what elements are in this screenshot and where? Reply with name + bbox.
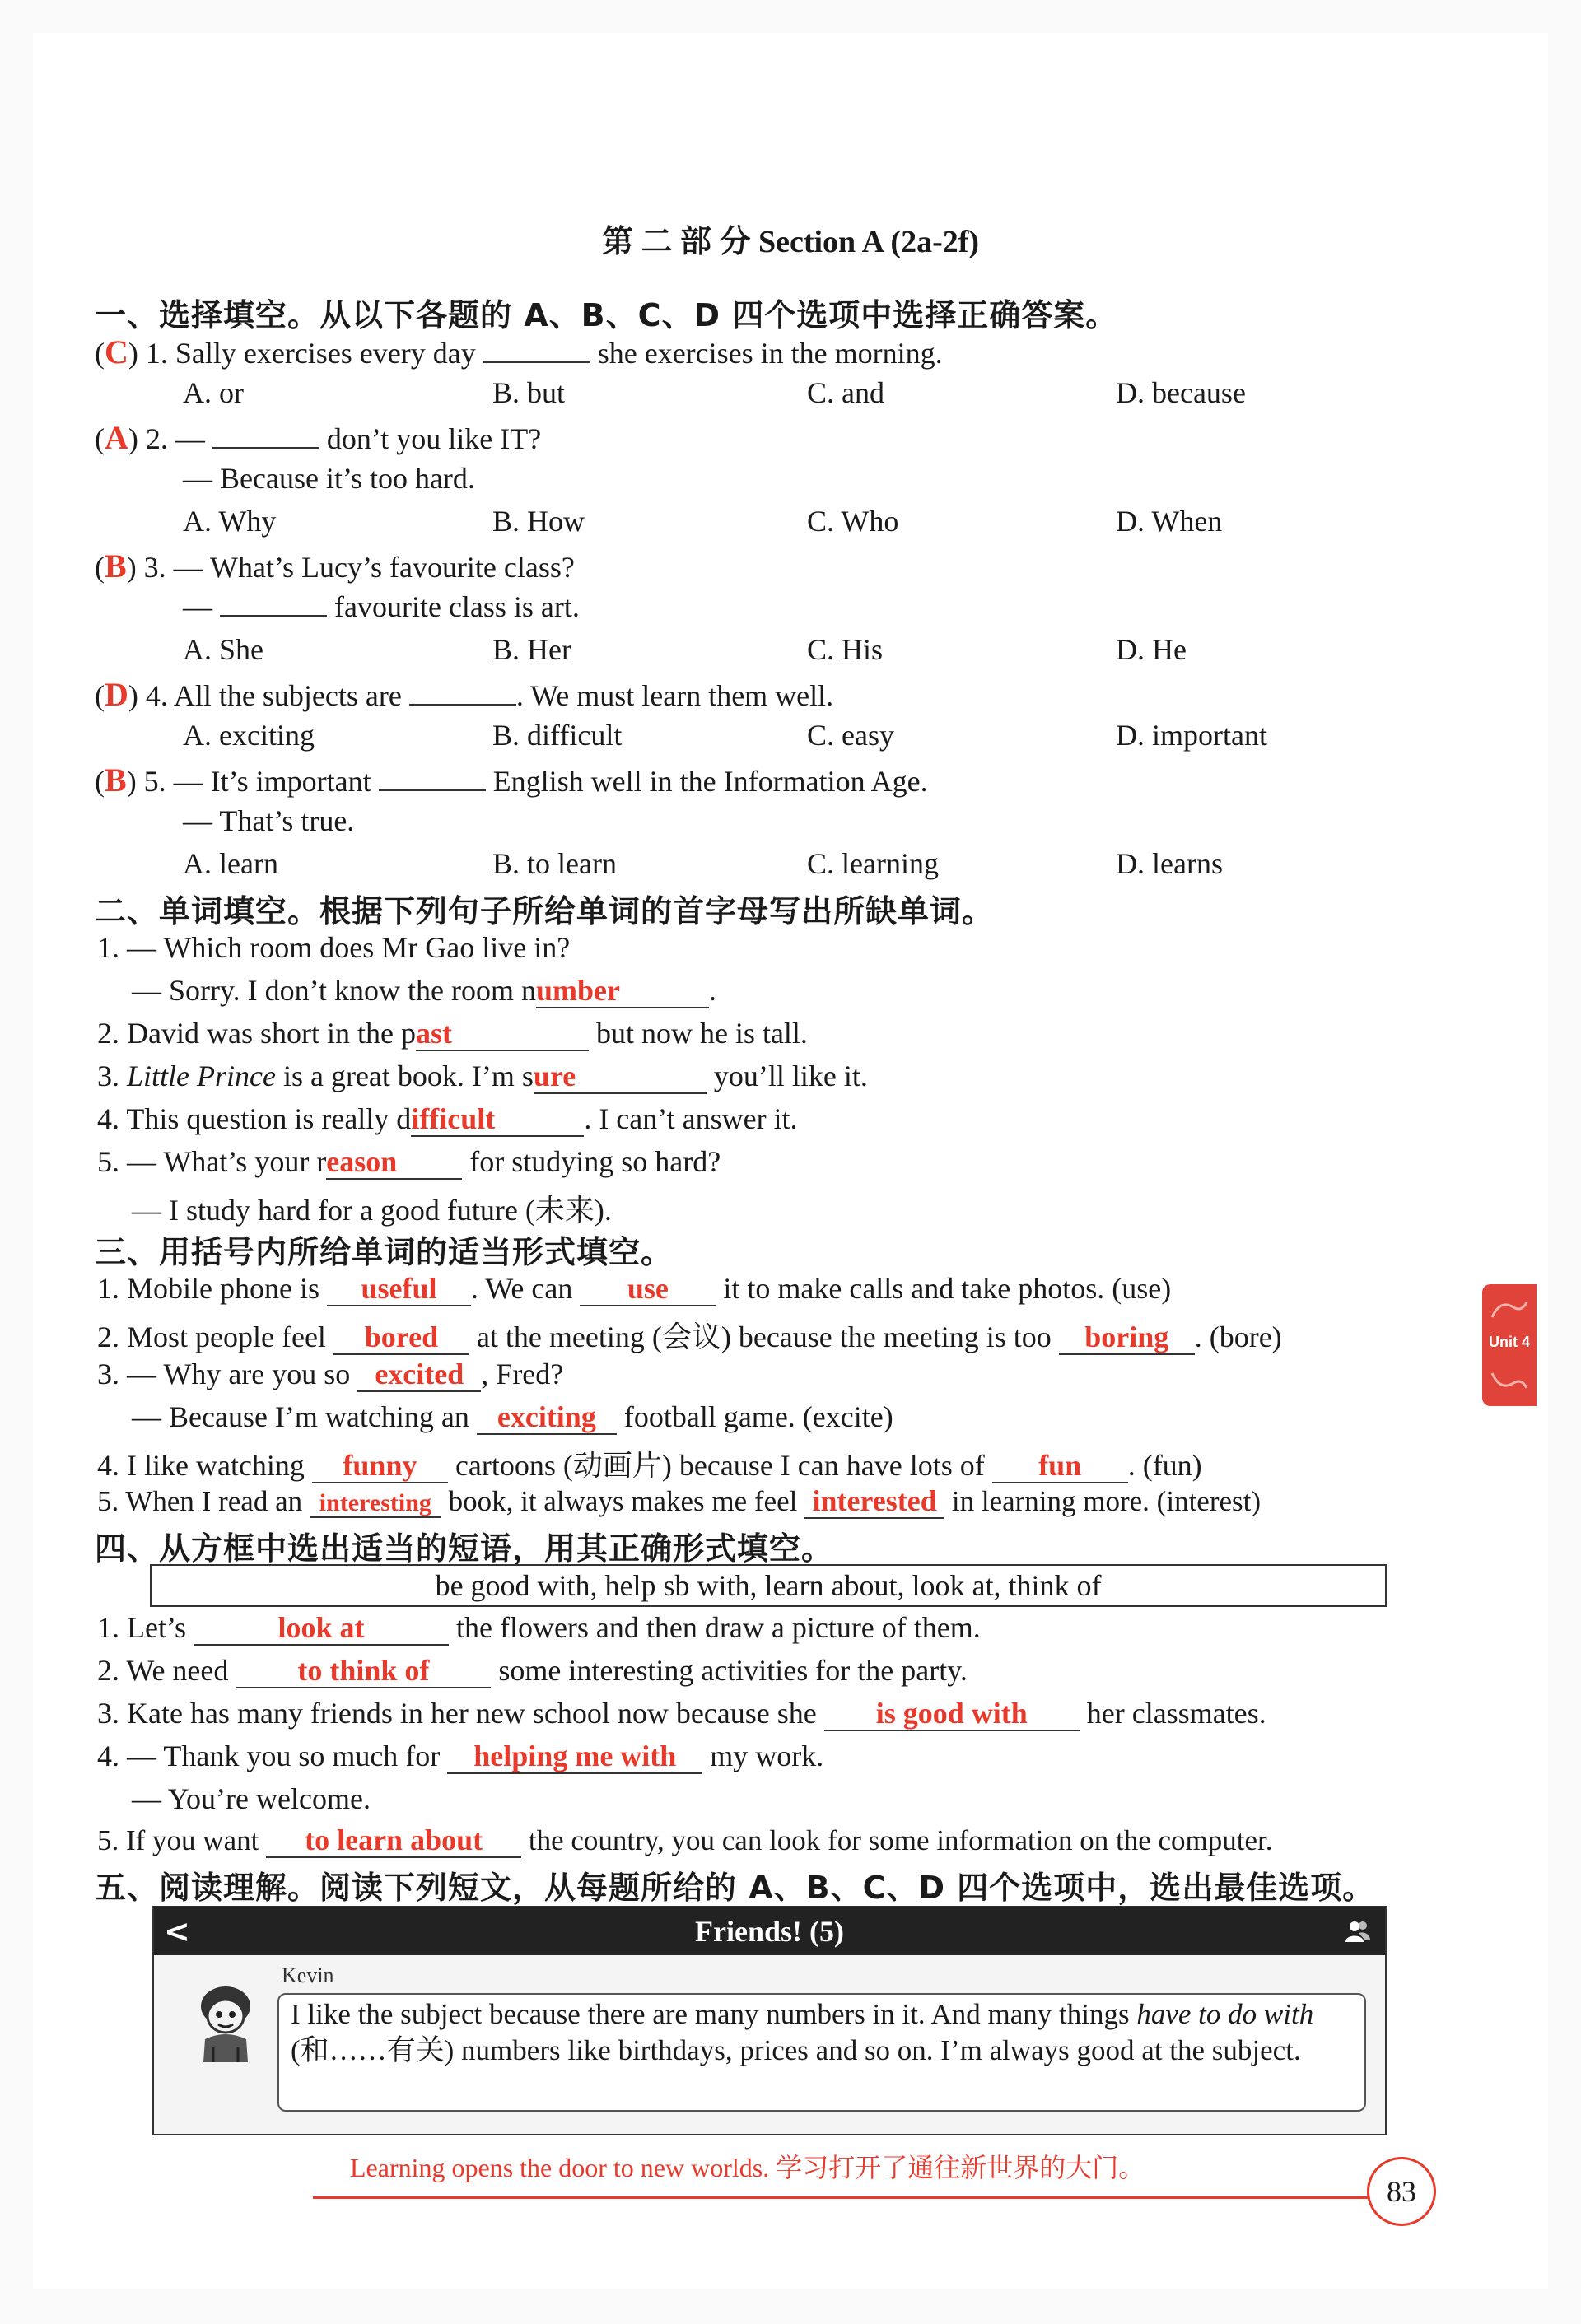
answer: A bbox=[105, 419, 128, 456]
fill-answer: use bbox=[580, 1274, 716, 1306]
part5-heading: 五、阅读理解。阅读下列短文，从每题所给的 A、B、C、D 四个选项中，选出最佳选项。 bbox=[95, 1870, 1375, 1906]
part4-question-1: 1. Let’s look at the flowers and then draw a picture of them. bbox=[97, 1611, 981, 1644]
option-b: B. difficult bbox=[492, 719, 623, 752]
part3-question-1: 1. Mobile phone is useful . We can use it to make calls and take photos. (use) bbox=[97, 1272, 1172, 1305]
option-b: B. How bbox=[492, 505, 585, 538]
part2-heading: 二、单词填空。根据下列句子所给单词的首字母写出所缺单词。 bbox=[95, 893, 995, 929]
part4-question-4-reply: — You’re welcome. bbox=[132, 1782, 371, 1815]
option-d: D. because bbox=[1116, 376, 1246, 409]
question-4: (D) 4. All the subjects are . We must learn them well. bbox=[95, 676, 834, 713]
message-bubble: I like the subject because there are many numbers in it. And many things have to do with (和……有关) numbers like birthdays, prices and so on. I’m always good at the subject. bbox=[277, 1993, 1366, 2112]
option-b: B. but bbox=[492, 376, 566, 409]
unit-label: Unit 4 bbox=[1488, 1334, 1530, 1350]
fill-answer: eason bbox=[326, 1147, 462, 1180]
book-title: Little Prince bbox=[127, 1060, 276, 1092]
option-d: D. When bbox=[1116, 505, 1223, 538]
part3-question-4: 4. I like watching funny cartoons (动画片) because I can have lots of fun . (fun) bbox=[97, 1449, 1202, 1482]
option-a: A. exciting bbox=[183, 719, 315, 752]
user-group-icon[interactable] bbox=[1344, 1917, 1372, 1945]
swirl-ornament-icon bbox=[1489, 1296, 1530, 1324]
fill-answer: ast bbox=[416, 1018, 589, 1051]
fill-answer: ure bbox=[534, 1061, 707, 1094]
footer-motto: Learning opens the door to new worlds. 学习打开了通往新世界的大门。 bbox=[350, 2153, 1145, 2182]
fill-answer: interesting bbox=[310, 1490, 441, 1518]
part4-question-4: 4. — Thank you so much for helping me with my work. bbox=[97, 1740, 824, 1772]
fill-answer: excited bbox=[357, 1359, 481, 1392]
fill-answer: bored bbox=[333, 1322, 469, 1355]
page-title: 第 二 部 分 Section A (2a-2f) bbox=[601, 225, 980, 259]
fill-answer: fun bbox=[992, 1451, 1128, 1483]
phrase-box: be good with, help sb with, learn about, look at, think of bbox=[150, 1564, 1387, 1607]
part3-question-5: 5. When I read an interesting book, it always makes me feel interested in learning more. (interest) bbox=[97, 1484, 1262, 1517]
fill-answer: helping me with bbox=[447, 1741, 702, 1774]
question-2: (A) 2. — don’t you like IT? bbox=[95, 419, 542, 456]
part2-question-4: 4. This question is really difficult . I can’t answer it. bbox=[97, 1102, 798, 1135]
option-a: A. or bbox=[183, 376, 244, 409]
question-5: (B) 5. — It’s important English well in the Information Age. bbox=[95, 761, 928, 799]
part1-heading: 一、选择填空。从以下各题的 A、B、C、D 四个选项中选择正确答案。 bbox=[95, 297, 1118, 333]
question-2-reply: — Because it’s too hard. bbox=[183, 462, 475, 495]
page-number: 83 bbox=[1367, 2157, 1436, 2226]
part3-question-3: 3. — Why are you so excited , Fred? bbox=[97, 1358, 564, 1390]
answer: D bbox=[105, 676, 128, 713]
question-1: (C) 1. Sally exercises every day she exercises in the morning. bbox=[95, 333, 943, 370]
fill-answer: umber bbox=[536, 976, 709, 1008]
unit-tab bbox=[1482, 1284, 1537, 1406]
question-3-reply: — favourite class is art. bbox=[183, 590, 580, 623]
fill-answer: interested bbox=[804, 1486, 944, 1519]
chat-title: Friends! (5) bbox=[695, 1915, 844, 1948]
part2-question-3: 3. Little Prince is a great book. I’m sure you’ll like it. bbox=[97, 1060, 868, 1092]
part4-question-5: 5. If you want to learn about the country, you can look for some information on the computer. bbox=[97, 1823, 1273, 1856]
part2-question-2: 2. David was short in the past but now he is tall. bbox=[97, 1017, 808, 1050]
fill-answer: useful bbox=[327, 1274, 471, 1306]
fill-answer: to learn about bbox=[266, 1825, 521, 1858]
part3-question-3-reply: — Because I’m watching an exciting football game. (excite) bbox=[132, 1400, 893, 1433]
chat-username: Kevin bbox=[282, 1963, 334, 1987]
option-c: C. Who bbox=[807, 505, 899, 538]
option-c: C. easy bbox=[807, 719, 894, 752]
part4-question-3: 3. Kate has many friends in her new school now because she is good with her classmates. bbox=[97, 1697, 1266, 1730]
part2-question-5-reply: — I study hard for a good future (未来). bbox=[132, 1194, 612, 1227]
question-5-reply: — That’s true. bbox=[183, 804, 355, 837]
chat-header bbox=[154, 1907, 1385, 1955]
fill-answer: boring bbox=[1059, 1322, 1195, 1355]
answer: B bbox=[105, 761, 127, 799]
fill-answer: to think of bbox=[236, 1656, 491, 1688]
option-c: C. learning bbox=[807, 847, 939, 880]
back-arrow-icon[interactable]: < bbox=[164, 1913, 190, 1949]
question-3: (B) 3. — What’s Lucy’s favourite class? bbox=[95, 547, 575, 584]
option-a: A. She bbox=[183, 633, 264, 666]
fill-answer: is good with bbox=[824, 1698, 1080, 1731]
swirl-ornament-icon bbox=[1489, 1367, 1530, 1395]
option-d: D. learns bbox=[1116, 847, 1223, 880]
part2-question-1: 1. — Which room does Mr Gao live in? bbox=[97, 931, 571, 964]
chat-window bbox=[152, 1906, 1387, 2135]
answer: C bbox=[105, 333, 128, 370]
option-a: A. learn bbox=[183, 847, 278, 880]
part4-heading: 四、从方框中选出适当的短语，用其正确形式填空。 bbox=[95, 1530, 834, 1567]
fill-answer: ifficult bbox=[411, 1104, 584, 1137]
part4-question-2: 2. We need to think of some interesting activities for the party. bbox=[97, 1654, 968, 1687]
part3-question-2: 2. Most people feel bored at the meeting (会议) because the meeting is too boring . (bore) bbox=[97, 1320, 1282, 1353]
part3-heading: 三、用括号内所给单词的适当形式填空。 bbox=[95, 1234, 674, 1270]
footer-divider bbox=[313, 2196, 1375, 2199]
option-a: A. Why bbox=[183, 505, 277, 538]
option-c: C. His bbox=[807, 633, 884, 666]
fill-answer: look at bbox=[194, 1613, 449, 1646]
fill-answer: exciting bbox=[477, 1402, 617, 1435]
option-b: B. Her bbox=[492, 633, 571, 666]
answer: B bbox=[105, 547, 127, 584]
fill-answer: funny bbox=[312, 1451, 448, 1483]
option-b: B. to learn bbox=[492, 847, 617, 880]
option-d: D. He bbox=[1116, 633, 1187, 666]
option-d: D. important bbox=[1116, 719, 1267, 752]
part2-question-1-reply: — Sorry. I don’t know the room number . bbox=[132, 974, 716, 1007]
part2-question-5: 5. — What’s your reason for studying so hard? bbox=[97, 1145, 721, 1178]
option-c: C. and bbox=[807, 376, 884, 409]
avatar-icon bbox=[189, 1982, 263, 2064]
